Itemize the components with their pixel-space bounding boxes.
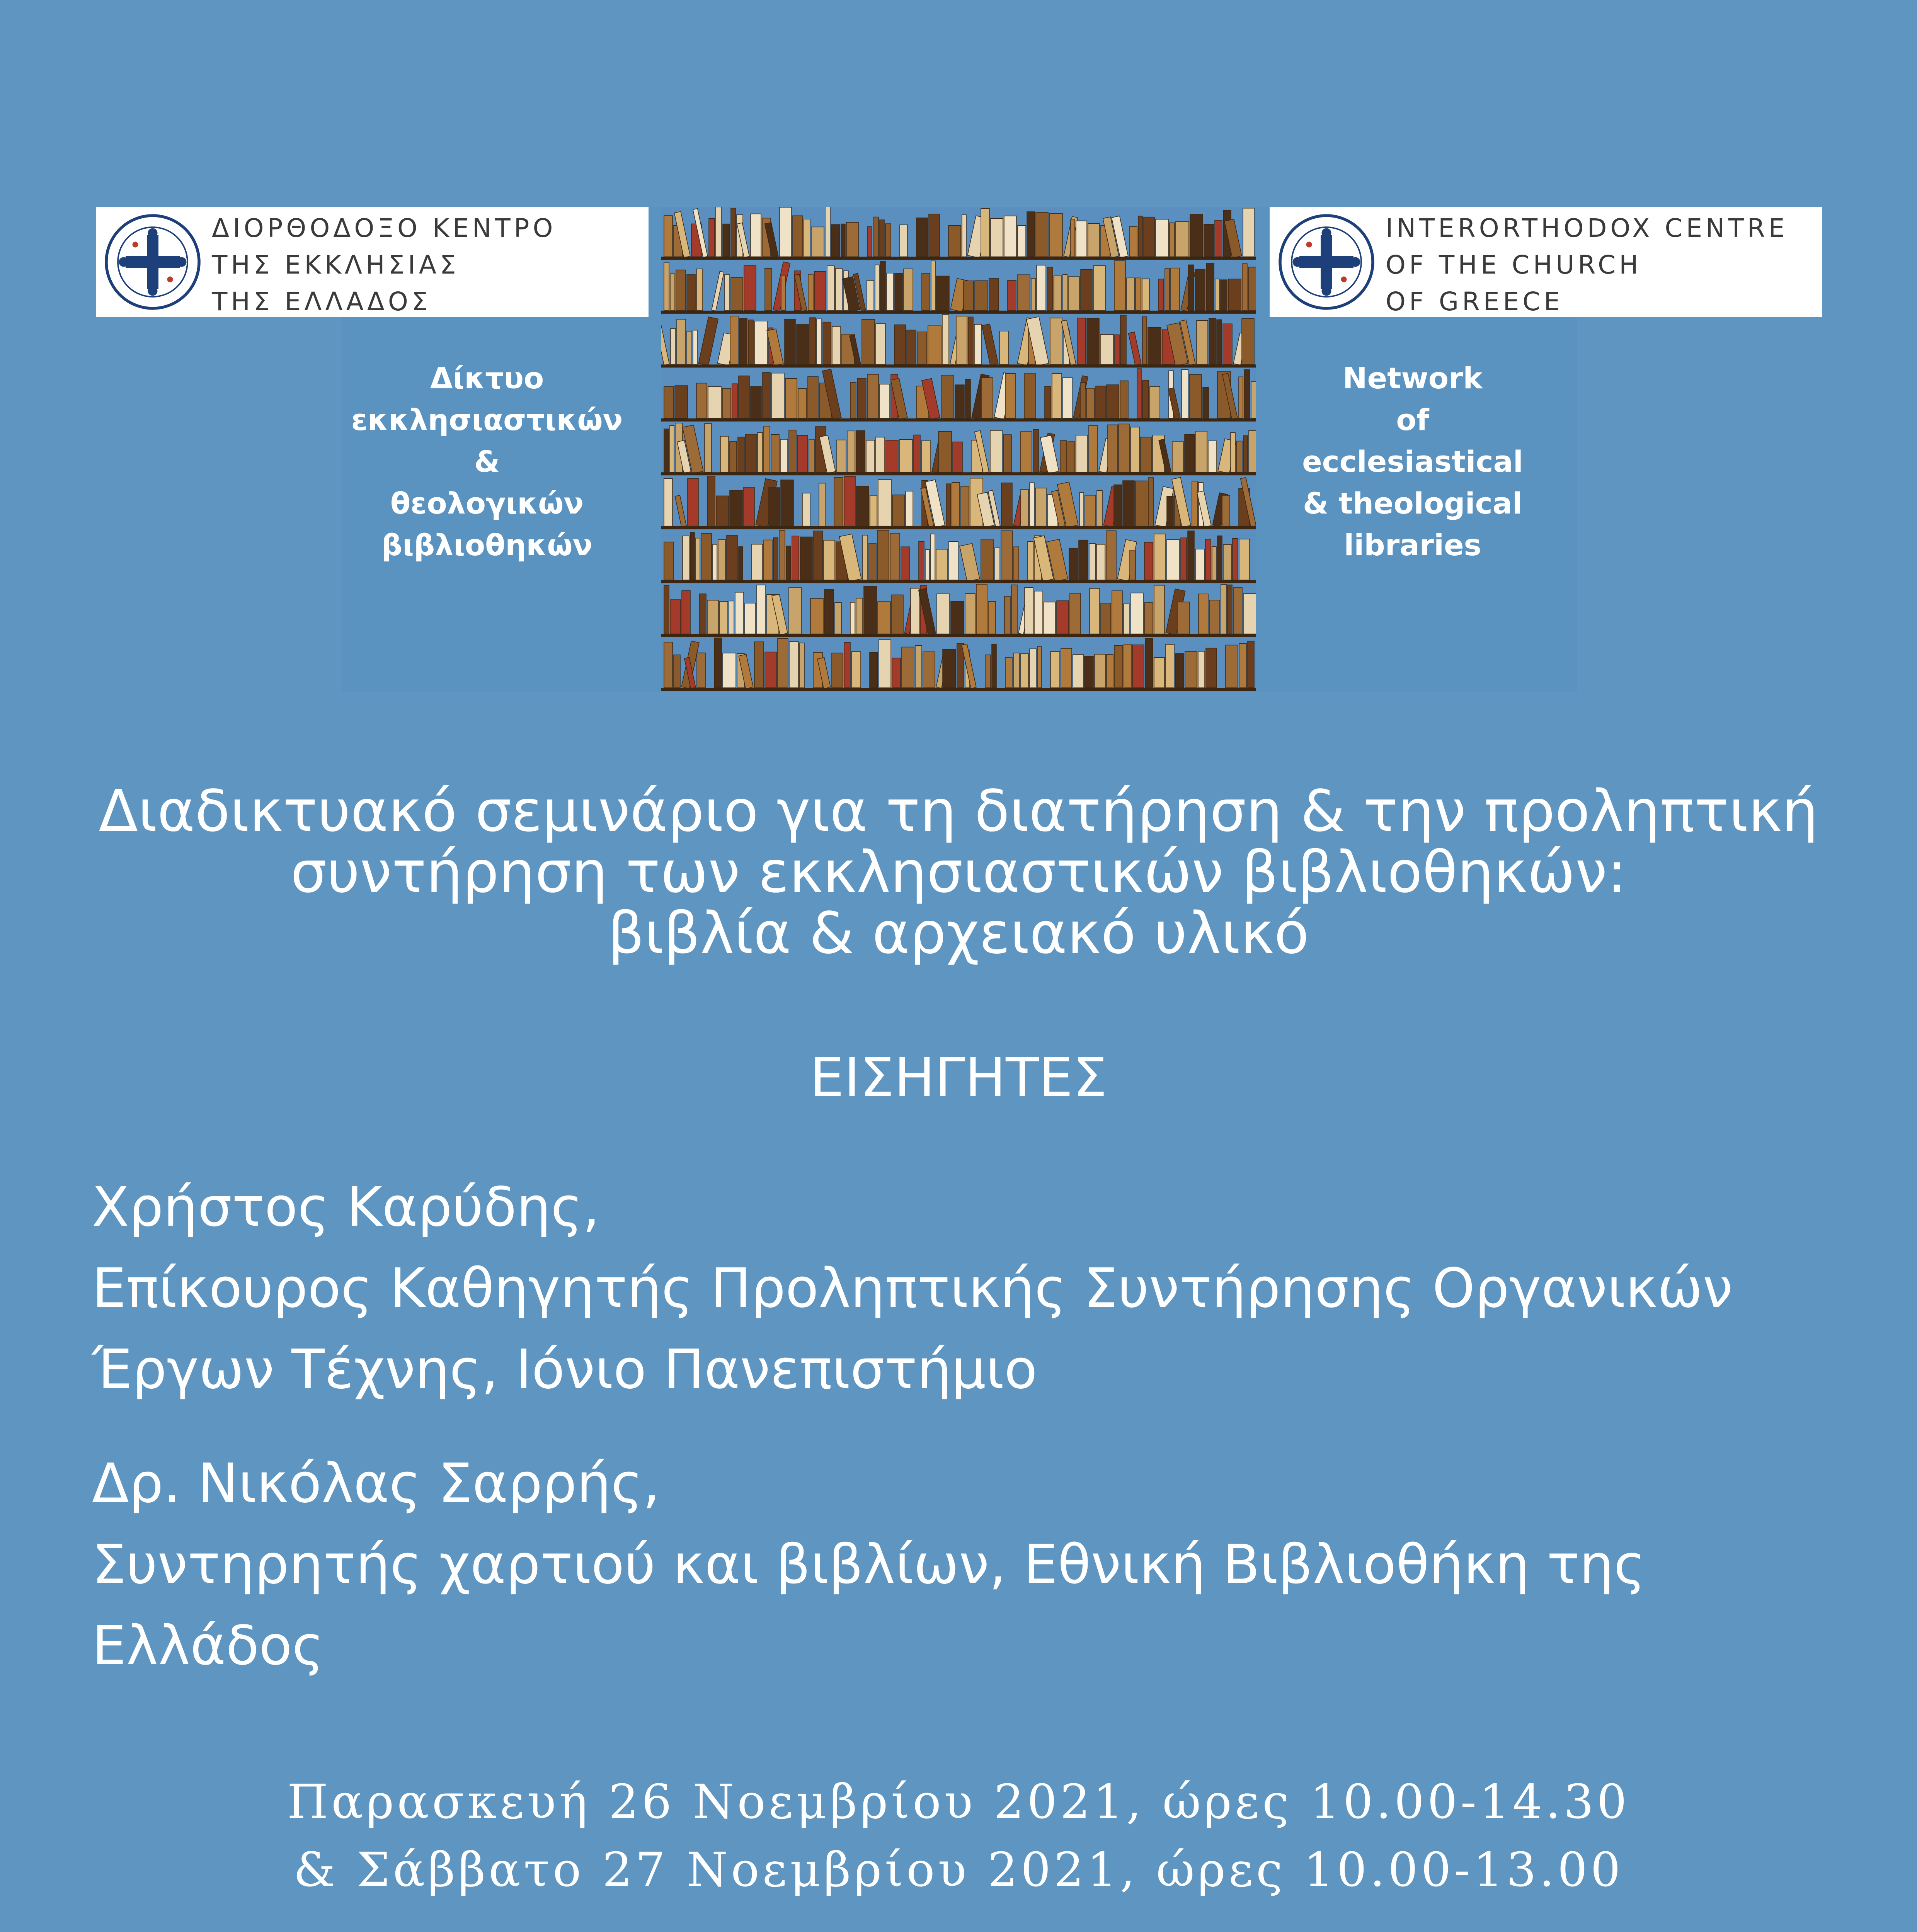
speaker-1 <box>92 1167 1870 1410</box>
logo-greek-text <box>212 210 556 320</box>
logo-english-line: OF THE CHURCH <box>1386 250 1642 280</box>
date-line: & Σάββατο 27 Νοεμβρίου 2021, ώρες 10.00-13.00 <box>293 1842 1624 1897</box>
logo-greek-line: ΤΗΣ ΕΚΚΛΗΣΙΑΣ <box>212 250 460 280</box>
network-gr-line: θεολογικών <box>390 486 584 520</box>
event-dates <box>0 1768 1917 1904</box>
network-en-line: & theological <box>1302 486 1523 520</box>
logo-english <box>1270 207 1822 317</box>
logo-greek-line: ΔΙΟΡΘΟΔΟΞΟ ΚΕΝΤΡΟ <box>212 213 557 243</box>
network-en-line: Network <box>1343 361 1483 395</box>
speaker-line: Χρήστος Καρύδης, <box>92 1176 600 1239</box>
speaker-line: Έργων Τέχνης, Ιόνιο Πανεπιστήμιο <box>92 1338 1037 1401</box>
speaker-line: Επίκουρος Καθηγητής Προληπτικής Συντήρησης Οργανικών <box>92 1257 1733 1320</box>
logo-english-line: OF GREECE <box>1386 287 1564 316</box>
title-line: βιβλία & αρχειακό υλικό <box>608 900 1309 966</box>
speaker-line: Ελλάδος <box>92 1614 324 1677</box>
logo-english-line: INTERORTHODOX CENTRE <box>1386 213 1788 243</box>
title-line: Διαδικτυακό σεμινάριο για τη διατήρηση & την προληπτική <box>99 778 1818 844</box>
date-line: Παρασκευή 26 Νοεμβρίου 2021, ώρες 10.00-14.30 <box>287 1774 1630 1829</box>
logo-greek-line: ΤΗΣ ΕΛΛΑΔΟΣ <box>212 287 431 316</box>
logo-greek <box>96 207 649 317</box>
network-gr-line: βιβλιοθηκών <box>381 528 593 562</box>
speaker-line: Συντηρητής χαρτιού και βιβλίων, Εθνική Βιβλιοθήκη της <box>92 1533 1646 1596</box>
speakers-heading: ΕΙΣΗΓΗΤΕΣ <box>810 1046 1107 1109</box>
seal-icon <box>1278 214 1375 310</box>
network-title-greek <box>342 357 632 566</box>
book-shelves-illustration <box>661 207 1256 692</box>
title-line: συντήρηση των εκκλησιαστικών βιβλιοθηκών: <box>290 839 1627 905</box>
network-title-english <box>1268 357 1558 566</box>
network-gr-line: & <box>474 444 500 479</box>
logo-english-text <box>1386 210 1788 320</box>
speaker-line: Δρ. Νικόλας Σαρρής, <box>92 1452 660 1515</box>
speaker-2 <box>92 1443 1870 1687</box>
seal-icon <box>104 214 201 310</box>
network-en-line: libraries <box>1344 528 1481 562</box>
network-gr-line: εκκλησιαστικών <box>351 403 623 437</box>
network-en-line: of <box>1396 403 1429 437</box>
seminar-title <box>58 778 1859 966</box>
network-gr-line: Δίκτυο <box>430 361 544 395</box>
network-en-line: ecclesiastical <box>1302 444 1523 479</box>
